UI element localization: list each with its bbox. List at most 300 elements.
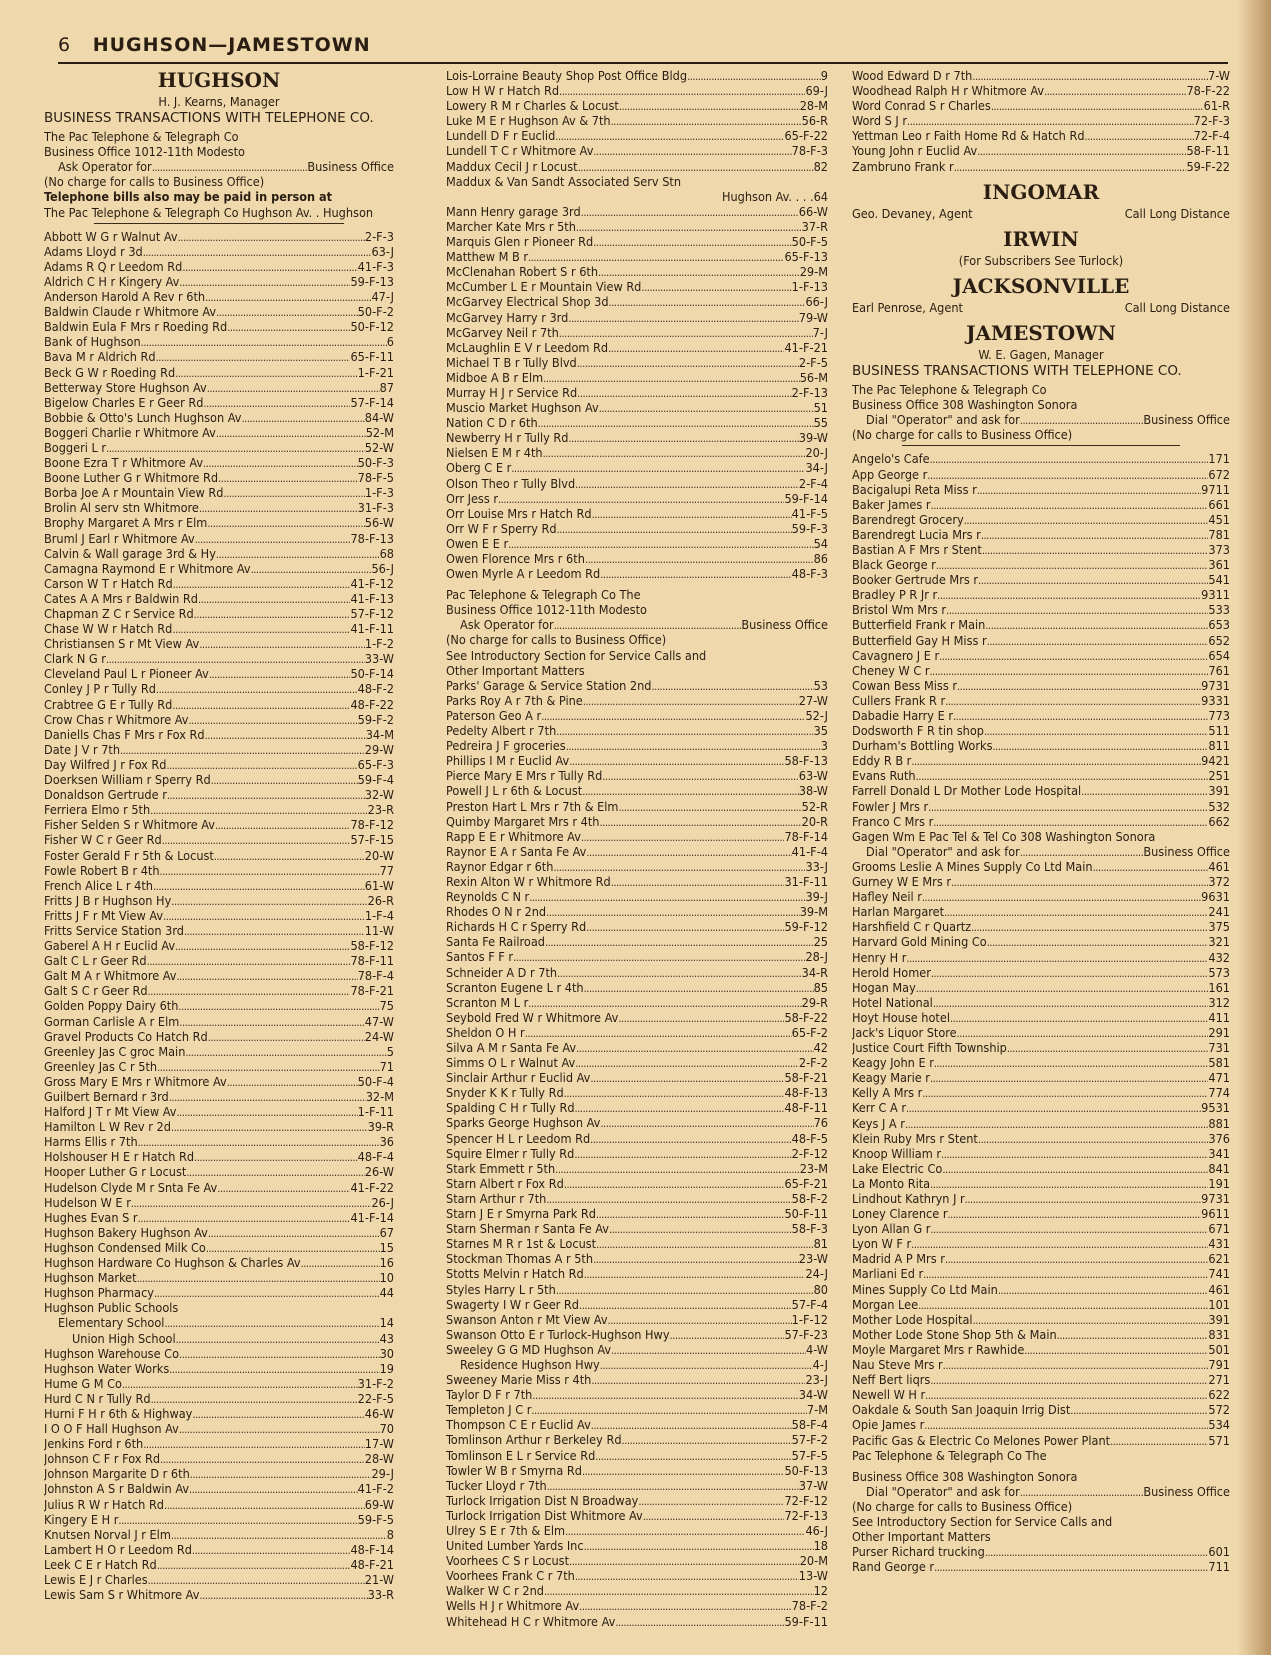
dot-leader (591, 1372, 805, 1387)
listing-name: Baldwin Eula F Mrs r Roeding Rd (44, 319, 228, 335)
listing-name: Swanson Anton r Mt View Av (446, 1311, 608, 1327)
listing-number: 78-F-21 (350, 983, 394, 999)
listing-entry (44, 1466, 394, 1481)
listing-number: 41-F-5 (791, 505, 828, 521)
listing-entry (44, 1421, 394, 1436)
listing-name: Starn J E r Smyrna Park Rd (446, 1206, 596, 1222)
listing-name: Young John r Euclid Av (852, 143, 978, 159)
listing-name: Scranton M L r (446, 994, 529, 1010)
listing-number: 29-W (364, 741, 394, 757)
listing-entry (44, 1059, 394, 1074)
dot-leader (566, 738, 821, 753)
listing-entry (44, 772, 394, 787)
listing-name: Borba Joe A r Mountain View Rd (44, 485, 224, 501)
listing-name: French Alice L r 4th (44, 877, 153, 893)
listing-entry (44, 1225, 394, 1240)
listing-name: Gurney W E Mrs r (852, 874, 951, 890)
listing-number: 72-F-13 (784, 1507, 828, 1523)
dot-leader (930, 1221, 1208, 1236)
listing-name: Fritts J F r Mt View Av (44, 907, 164, 923)
listing-name: Matthew M B r (446, 249, 529, 265)
dot-leader (164, 1315, 379, 1330)
listing-entry (446, 617, 828, 632)
listing-number: 6 (386, 334, 394, 350)
listing-number: 63-J (371, 243, 394, 259)
dot-leader (175, 938, 350, 953)
listing-entry (852, 874, 1230, 889)
listing-name: Donaldson Gertrude r (44, 787, 167, 803)
listing-name: Wells H J r Whitmore Av (446, 1598, 580, 1614)
listing-number: 47-J (371, 289, 394, 305)
listing-name: Murray H J r Service Rd (446, 384, 578, 400)
listing-entry (44, 159, 394, 174)
listing-name: Rhodes O N r 2nd (446, 904, 547, 920)
agent-name: Geo. Devaney, Agent (852, 205, 973, 221)
listing-name: Butterfield Frank r Main (852, 617, 986, 633)
dot-leader (216, 546, 380, 561)
listing-name: Marcher Kate Mrs r 5th (446, 218, 576, 234)
listing-name: Dabadie Harry E r (852, 708, 953, 723)
listing-number: Business Office (741, 617, 828, 633)
listing-name: Brophy Margaret A Mrs r Elm (44, 515, 208, 531)
listing-entry (446, 919, 828, 934)
listing-entry (446, 98, 828, 113)
listing-number: 65-F-22 (784, 128, 828, 144)
dot-leader (227, 319, 350, 334)
listing-name: Harvard Gold Mining Co (852, 934, 987, 950)
dot-leader (538, 415, 814, 430)
dot-leader (172, 621, 350, 636)
listing-entry (44, 1451, 394, 1466)
listing-number: 37-W (798, 1477, 828, 1493)
section-divider (94, 223, 344, 224)
listing-entry (44, 651, 394, 666)
dot-leader (143, 244, 372, 259)
listing-number: 571 (1208, 1432, 1230, 1448)
listing-number: 7-W (1208, 68, 1230, 83)
listing-entry (446, 1342, 828, 1357)
listing-entry (44, 953, 394, 968)
listing-number: 2-F-4 (798, 475, 828, 491)
dot-leader (652, 678, 814, 693)
dot-leader (568, 310, 798, 325)
listing-name: Neff Bert liqrs (852, 1372, 931, 1388)
continuation-line: Hughson Av. . . .64 (721, 188, 828, 204)
listing-name: Turlock Irrigation Dist N Broadway (446, 1492, 639, 1508)
listing-entry (852, 1327, 1230, 1342)
listing-entry (44, 636, 394, 651)
dot-leader (618, 1010, 784, 1025)
dot-leader (581, 204, 799, 219)
listing-entry (852, 799, 1230, 814)
dot-leader (176, 1331, 380, 1346)
listing-number: 34-W (798, 1387, 828, 1403)
listing-number: 8 (386, 1526, 394, 1542)
listing-name: Hotel National (852, 994, 933, 1010)
dot-leader (207, 515, 364, 530)
listing-name: Raynor E A r Santa Fe Av (446, 843, 587, 859)
listing-entry (852, 648, 1230, 663)
dot-leader (609, 1221, 792, 1236)
listing-name: Wood Edward D r 7th (852, 68, 973, 83)
listing-number: 9731 (1201, 677, 1230, 693)
dot-leader (906, 1100, 1201, 1115)
dot-leader (971, 919, 1208, 934)
dot-leader (154, 1285, 380, 1300)
listing-entry (446, 355, 828, 370)
dot-leader (918, 1297, 1208, 1312)
listing-entry (44, 1572, 394, 1587)
listing-entry (44, 998, 394, 1013)
listing-name: Owen Myrle A r Leedom Rd (446, 566, 601, 582)
listing-entry (852, 1025, 1230, 1040)
dot-leader (977, 482, 1201, 497)
dot-leader (178, 229, 365, 244)
listing-entry (44, 1587, 394, 1602)
dot-leader (925, 1387, 1208, 1402)
listing-number: 48-F-11 (784, 1100, 828, 1116)
dot-leader (931, 497, 1209, 512)
dot-leader (150, 802, 367, 817)
dot-leader (934, 1055, 1209, 1070)
listing-name: Crabtree G E r Tully Rd (44, 696, 173, 712)
dot-leader (923, 1266, 1208, 1281)
listing-number: 41-F-3 (357, 258, 394, 274)
listing-number: 39-J (805, 889, 828, 905)
dot-leader (590, 1070, 784, 1085)
listing-entry (852, 68, 1230, 83)
listing-name: Aldrich C H r Kingery Av (44, 273, 180, 289)
listing-entry (446, 460, 828, 475)
dot-leader (511, 460, 805, 475)
listing-name: Abbott W G r Walnut Av (44, 228, 178, 244)
listing-entry (44, 1285, 394, 1300)
listing-entry (446, 1040, 828, 1055)
listing-number: 38-W (798, 783, 828, 799)
listing-number: 48-F-5 (791, 1130, 828, 1146)
listing-entry (446, 1312, 828, 1327)
dot-leader (905, 1116, 1208, 1131)
listing-entry (44, 440, 394, 455)
listing-entry (446, 783, 828, 798)
listing-entry (852, 1010, 1230, 1025)
listing-name: Starnes M R r 1st & Locust (446, 1236, 597, 1252)
dot-leader (611, 874, 785, 889)
listing-name: Squire Elmer r Tully Rd (446, 1145, 575, 1161)
listing-name: Johnston A S r Baldwin Av (44, 1481, 190, 1497)
dot-leader (160, 863, 380, 878)
listing-entry (446, 859, 828, 874)
listing-entry (446, 708, 828, 723)
listing-entry (446, 1282, 828, 1297)
listing-entry (446, 1568, 828, 1583)
dot-leader (978, 572, 1208, 587)
listing-name: Baldwin Claude r Whitmore Av (44, 304, 217, 320)
listing-number: 573 (1208, 964, 1230, 980)
listing-name: Johnson C F r Fox Rd (44, 1451, 161, 1467)
listing-name: Muscio Market Hughson Av (446, 400, 599, 416)
listing-name: Lewis E J r Charles (44, 1572, 148, 1587)
dot-leader (574, 1146, 791, 1161)
listing-entry (44, 425, 394, 440)
listing-number: 9631 (1201, 889, 1230, 905)
listing-entry (446, 1417, 828, 1432)
listing-number: 78-F-22 (1186, 83, 1230, 99)
listing-number: 7-M (806, 1402, 828, 1418)
info-line: (No charge for calls to Business Office) (852, 427, 1073, 443)
listing-number: 29-R (801, 994, 828, 1010)
dot-leader (177, 968, 358, 983)
dot-leader (591, 1417, 792, 1432)
listing-number: 57-F-2 (791, 1432, 828, 1448)
listing-number: 48-F-2 (357, 681, 394, 697)
listing-name: Betterway Store Hughson Av (44, 379, 207, 395)
agent-line (852, 206, 1230, 221)
listing-entry (852, 1251, 1230, 1266)
listing-entry (44, 591, 394, 606)
dot-leader (156, 349, 351, 364)
listing-number: 80 (813, 1281, 828, 1297)
dot-leader (143, 1436, 365, 1451)
listing-name: Boone Luther G r Whitmore Rd (44, 470, 219, 486)
listing-name: Bacigalupi Reta Miss r (852, 481, 977, 497)
listing-entry (446, 1055, 828, 1070)
dot-leader (176, 1104, 357, 1119)
listing-entry (446, 83, 828, 98)
listing-name: Hamilton L W Rev r 2d (44, 1119, 171, 1135)
dot-leader (586, 844, 791, 859)
listing-number: 13-W (798, 1568, 828, 1584)
listing-name: Pedelty Albert r 7th (446, 723, 557, 739)
listing-name: Sheldon O H r (446, 1024, 525, 1040)
dot-leader (205, 727, 366, 742)
listing-entry (44, 1497, 394, 1512)
dot-leader (557, 521, 792, 536)
listing-name: Starn Arthur r 7th (446, 1190, 547, 1206)
dot-leader (106, 651, 365, 666)
listing-name: Rand George r (852, 1559, 935, 1575)
listing-number: 59-F-22 (1186, 158, 1230, 174)
listing-number: 61-R (1203, 98, 1230, 114)
listing-entry (852, 1161, 1230, 1176)
listing-entry (446, 68, 828, 83)
listing-number: 58-F-2 (791, 1190, 828, 1206)
listing-number: 53 (813, 677, 828, 693)
listing-number: 78-F-2 (791, 1598, 828, 1614)
dot-leader (179, 1421, 380, 1436)
listing-number: 44 (379, 1285, 394, 1301)
dot-leader (1020, 844, 1144, 859)
listing-name: Carson W T r Hatch Rd (44, 575, 173, 591)
dot-leader (583, 693, 799, 708)
listing-number: 76 (813, 1115, 828, 1131)
listing-name: Greenley Jas C groc Main (44, 1043, 186, 1059)
dot-leader (984, 723, 1208, 738)
listing-number: 41-F-12 (350, 575, 394, 591)
dot-leader (954, 159, 1187, 174)
listing-number: 39-M (799, 904, 828, 920)
dot-leader (987, 934, 1209, 949)
listing-entry (446, 1176, 828, 1191)
listing-entry (44, 1270, 394, 1285)
listing-name: Cleveland Paul L r Pioneer Av (44, 666, 209, 682)
listing-name: Dodsworth F R tin shop (852, 723, 984, 739)
listing-entry (852, 557, 1230, 572)
listing-entry (446, 1327, 828, 1342)
listing-number: 20-J (805, 445, 828, 461)
listing-name: Gross Mary E Mrs r Whitmore Av (44, 1073, 227, 1089)
dot-leader (945, 693, 1201, 708)
dot-leader (186, 1164, 364, 1179)
listing-number: 56-J (371, 560, 394, 576)
listing-number: 48-F-21 (350, 1556, 394, 1572)
listing-name: Mines Supply Co Ltd Main (852, 1281, 998, 1297)
dot-leader (203, 395, 350, 410)
listing-name: Franco C Mrs r (852, 813, 934, 829)
listing-number: 66-J (805, 294, 828, 310)
listing-entry (446, 1085, 828, 1100)
listing-name: Hughson Water Works (44, 1360, 170, 1376)
dot-leader (189, 1481, 358, 1496)
dot-leader (582, 783, 799, 798)
dot-leader (199, 500, 358, 515)
listing-name: Julius R W r Hatch Rd (44, 1496, 165, 1512)
listing-name: Marliani Ed r (852, 1266, 924, 1282)
listing-entry (44, 893, 394, 908)
listing-number: 534 (1208, 1417, 1230, 1433)
listing-name: Clark N G r (44, 651, 106, 667)
dot-leader (547, 1478, 799, 1493)
listing-name: Keagy John E r (852, 1055, 934, 1071)
listing-name: Golden Poppy Dairy 6th (44, 998, 179, 1014)
listing-name: Whitehead H C r Whitmore Av (446, 1613, 616, 1629)
listing-entry (44, 1104, 394, 1119)
listing-name: Cates A A Mrs r Baldwin Rd (44, 590, 198, 606)
listing-name: Ask Operator for (58, 159, 152, 175)
listing-name: Cowan Bess Miss r (852, 677, 957, 693)
listing-name: Moyle Margaret Mrs r Rawhide (852, 1341, 1025, 1357)
listing-number: 711 (1208, 1559, 1230, 1575)
listing-number: 72-F-3 (1193, 113, 1230, 129)
listing-number: 391 (1208, 783, 1230, 799)
dot-leader (619, 98, 800, 113)
dot-leader (930, 1070, 1208, 1085)
listing-entry (852, 602, 1230, 617)
listing-number: 63-W (798, 768, 828, 784)
listing-entry (44, 606, 394, 621)
listing-entry (852, 1055, 1230, 1070)
listing-entry (852, 1236, 1230, 1251)
dot-leader (930, 1176, 1208, 1191)
listing-entry (852, 738, 1230, 753)
listing-entry (446, 693, 828, 708)
listing-entry (446, 310, 828, 325)
listing-name: Morgan Lee (852, 1296, 919, 1312)
listing-entry (446, 430, 828, 445)
listing-name: Evans Ruth (852, 768, 916, 784)
listing-name: Orr W F r Sperry Rd (446, 520, 557, 536)
listing-entry (44, 1527, 394, 1542)
listing-number: 312 (1208, 994, 1230, 1010)
listing-entry (44, 923, 394, 938)
listing-entry (852, 143, 1230, 158)
listing-entry (446, 1432, 828, 1447)
listing-name: Low H W r Hatch Rd (446, 83, 560, 99)
listing-entry (446, 340, 828, 355)
dot-leader (565, 1523, 805, 1538)
dot-leader (945, 1251, 1209, 1266)
listing-number: 572 (1208, 1402, 1230, 1418)
listing-name: Residence Hughson Hwy (460, 1356, 600, 1372)
listing-name: Adams R Q r Leedom Rd (44, 258, 183, 274)
listing-number: 36 (379, 1134, 394, 1150)
listing-name: Purser Richard trucking (852, 1544, 985, 1560)
listing-number: 4-W (806, 1341, 828, 1357)
listing-entry (44, 546, 394, 561)
listing-number: 67 (379, 1224, 394, 1240)
listing-entry (446, 799, 828, 814)
listing-number: 65-F-13 (784, 249, 828, 265)
listing-number: 46-J (805, 1523, 828, 1538)
listing-number: 1-F-11 (357, 1104, 394, 1120)
listing-number: 61-W (364, 877, 394, 893)
dot-leader (972, 68, 1208, 83)
listing-name: Tomlinson Arthur r Berkeley Rd (446, 1432, 622, 1448)
dot-leader (171, 1119, 368, 1134)
listing-entry (446, 1598, 828, 1613)
listing-name: Ferriera Elmo r 5th (44, 802, 151, 818)
listing-number: 33-R (367, 1587, 394, 1603)
dot-leader (156, 681, 358, 696)
listing-entry (44, 334, 394, 349)
listing-name: Keagy Marie r (852, 1070, 930, 1086)
listing-name: Anderson Harold A Rev r 6th (44, 289, 206, 305)
listing-name: Dial "Operator" and ask for (866, 1483, 1020, 1499)
dot-leader (199, 636, 365, 651)
listing-number: 72-F-4 (1193, 128, 1230, 144)
listing-number: 41-F-13 (350, 590, 394, 606)
listing-number: 32-W (364, 787, 394, 803)
listing-entry (44, 1119, 394, 1134)
listing-number: 653 (1208, 617, 1230, 633)
listing-entry (852, 1070, 1230, 1085)
listing-number: 17-W (364, 1436, 394, 1452)
listing-entry (446, 678, 828, 693)
listing-name: Halford J T r Mt View Av (44, 1104, 177, 1120)
listing-name: Adams Lloyd r 3d (44, 243, 143, 259)
dot-leader (964, 512, 1209, 527)
listing-number: 78-F-4 (357, 968, 394, 984)
listing-name: Cavagnero J E r (852, 647, 940, 663)
dot-leader (164, 1497, 365, 1512)
info-line: The Pac Telephone & Telegraph Co (852, 382, 1047, 398)
listing-number: 52-M (365, 424, 394, 440)
listing-name: Rapp E E r Whitmore Av (446, 828, 581, 844)
listing-name: Dial "Operator" and ask for (866, 412, 1020, 428)
listing-name: Gaberel A H r Euclid Av (44, 938, 176, 954)
dot-leader (556, 723, 813, 738)
listing-number: 161 (1208, 979, 1230, 995)
dot-leader (593, 1251, 799, 1266)
listing-number: 29-J (371, 1466, 394, 1482)
listing-number: 56-W (364, 515, 394, 531)
listing-entry (446, 965, 828, 980)
listing-name: Midboe A B r Elm (446, 369, 544, 385)
dot-leader (951, 874, 1208, 889)
listing-name: App George r (852, 466, 928, 482)
listing-number: 50-F-11 (784, 1206, 828, 1222)
listing-number: 31-F-3 (357, 500, 394, 516)
